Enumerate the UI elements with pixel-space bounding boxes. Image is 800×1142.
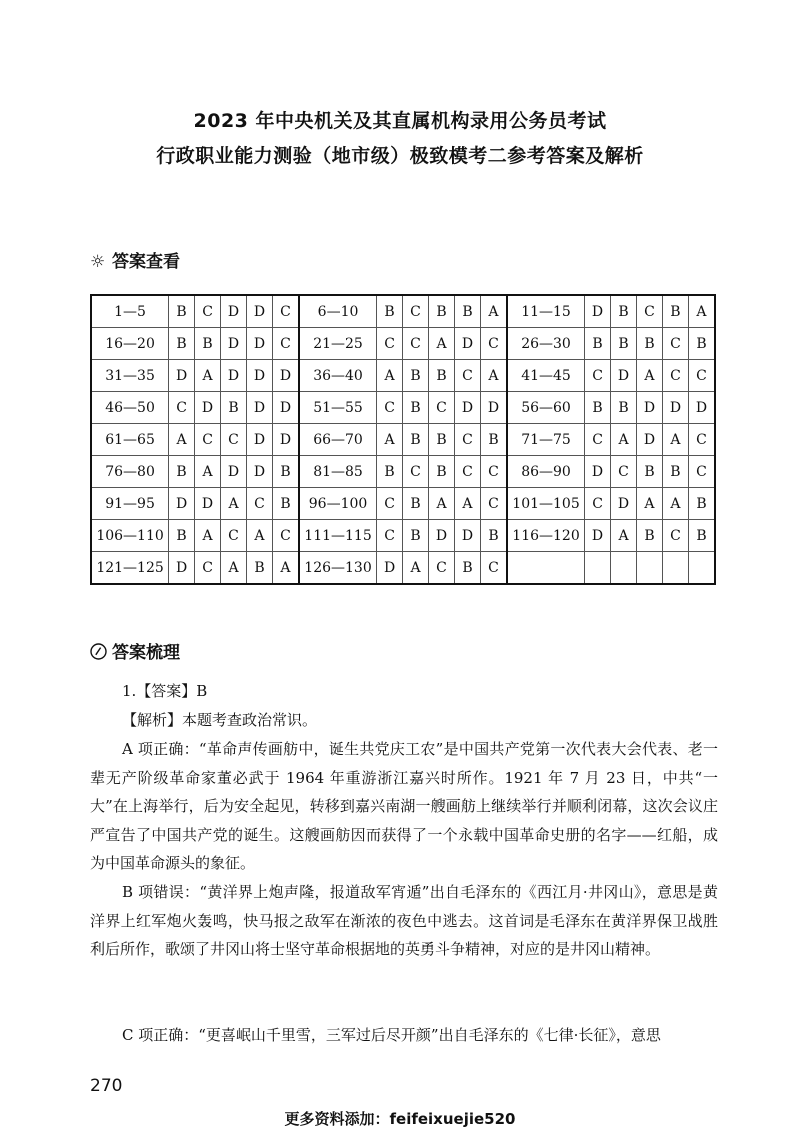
answer-cell: C	[429, 392, 455, 424]
answer-cell: D	[454, 392, 480, 424]
answer-cell: B	[454, 552, 480, 585]
analysis-paragraph-a: A 项正确：“革命声传画舫中，诞生共党庆工农”是中国共产党第一次代表大会代表、老一辈无产阶级革命家董必武于 1964 年重游浙江嘉兴时所作。1921 年 7 月 23 日，中共“一大”在上海举行，后为安全起见，转移到嘉兴南湖一艘画舫上继续举行并顺利闭幕，这次会议庄严宣告了中国共产党的诞生。这艘画舫因而获得了一个永载中国革命史册的名字——红船，成为中国革命源头的象征。	[90, 740, 718, 873]
answer-cell: D	[272, 392, 299, 424]
question-range-cell: 21—25	[299, 328, 377, 360]
answer-cell: D	[195, 488, 221, 520]
answer-cell: B	[429, 456, 455, 488]
answer-cell: A	[272, 552, 299, 585]
answer-cell: A	[611, 520, 637, 552]
question-range-cell: 126—130	[299, 552, 377, 585]
answer-cell: C	[377, 392, 403, 424]
answer-cell	[611, 552, 637, 585]
answer-cell: C	[688, 360, 715, 392]
answer-row	[91, 456, 715, 488]
question-1-analysis-heading: 【解析】本题考查政治常识。	[122, 711, 318, 729]
answer-cell: D	[247, 392, 273, 424]
answer-cell: B	[169, 295, 195, 328]
answer-cell: C	[272, 520, 299, 552]
answer-cell: B	[272, 456, 299, 488]
question-range-cell: 116—120	[507, 520, 585, 552]
document-title-line2: 行政职业能力测验（地市级）极致模考二参考答案及解析	[156, 145, 644, 167]
answer-cell: A	[169, 424, 195, 456]
answer-cell: C	[377, 520, 403, 552]
document-title-line1: 2023 年中央机关及其直属机构录用公务员考试	[193, 110, 607, 132]
question-range-cell	[507, 552, 585, 585]
answer-cell: C	[662, 520, 688, 552]
question-range-cell: 26—30	[507, 328, 585, 360]
answer-cell: A	[637, 488, 663, 520]
answer-row	[91, 295, 715, 328]
question-range-cell: 11—15	[507, 295, 585, 328]
answer-cell: D	[585, 456, 611, 488]
answer-cell: B	[169, 520, 195, 552]
answer-cell: C	[221, 424, 247, 456]
answer-cell: D	[221, 456, 247, 488]
page-number: 270	[90, 1076, 123, 1096]
answer-cell: A	[429, 488, 455, 520]
answer-cell: B	[480, 424, 507, 456]
answer-cell: B	[637, 520, 663, 552]
answer-cell: D	[169, 360, 195, 392]
answer-cell: B	[169, 456, 195, 488]
answer-cell: D	[169, 552, 195, 585]
answer-cell: C	[221, 520, 247, 552]
answer-cell: B	[637, 328, 663, 360]
answer-cell: B	[480, 520, 507, 552]
analysis-paragraph-c: C 项正确：“更喜岷山千里雪，三军过后尽开颜”出自毛泽东的《七律·长征》，意思	[122, 1026, 661, 1044]
answer-cell: B	[662, 295, 688, 328]
answer-cell: B	[403, 520, 429, 552]
question-range-cell: 101—105	[507, 488, 585, 520]
answer-cell: A	[688, 295, 715, 328]
question-range-cell: 111—115	[299, 520, 377, 552]
answer-cell: C	[585, 424, 611, 456]
answer-cell: C	[454, 424, 480, 456]
answer-cell: D	[247, 360, 273, 392]
answer-cell: D	[637, 424, 663, 456]
answer-cell: D	[169, 488, 195, 520]
answer-cell: A	[221, 552, 247, 585]
answer-cell: D	[377, 552, 403, 585]
answer-cell: A	[195, 360, 221, 392]
answer-cell: B	[611, 295, 637, 328]
answer-row	[91, 392, 715, 424]
answer-cell: B	[611, 392, 637, 424]
answer-cell: C	[272, 295, 299, 328]
answer-cell: C	[611, 456, 637, 488]
answer-cell: A	[662, 424, 688, 456]
answer-row	[91, 328, 715, 360]
answer-cell: B	[377, 295, 403, 328]
question-range-cell: 31—35	[91, 360, 169, 392]
answer-cell: B	[429, 295, 455, 328]
answer-cell: D	[662, 392, 688, 424]
answer-cell: A	[480, 295, 507, 328]
answer-cell: D	[454, 520, 480, 552]
answer-cell: C	[247, 488, 273, 520]
answer-cell: C	[688, 424, 715, 456]
answer-cell: C	[195, 424, 221, 456]
question-range-cell: 36—40	[299, 360, 377, 392]
answer-cell: C	[403, 328, 429, 360]
sun-icon: ☼	[90, 252, 106, 272]
question-1-answer: 1.【答案】B	[122, 682, 208, 700]
answer-cell: D	[585, 520, 611, 552]
question-range-cell: 71—75	[507, 424, 585, 456]
answer-cell: C	[480, 456, 507, 488]
answer-cell: C	[637, 295, 663, 328]
answer-row	[91, 520, 715, 552]
answer-cell	[688, 552, 715, 585]
answer-cell: D	[611, 360, 637, 392]
answer-cell: C	[585, 488, 611, 520]
question-range-cell: 66—70	[299, 424, 377, 456]
answer-cell: C	[403, 456, 429, 488]
answer-cell: D	[480, 392, 507, 424]
answer-cell: A	[195, 520, 221, 552]
answer-cell	[662, 552, 688, 585]
question-range-cell: 56—60	[507, 392, 585, 424]
answer-cell: D	[247, 424, 273, 456]
answer-cell: B	[688, 520, 715, 552]
answer-cell: C	[480, 328, 507, 360]
answer-cell: C	[662, 328, 688, 360]
answer-cell: D	[247, 456, 273, 488]
answer-cell: C	[195, 295, 221, 328]
question-range-cell: 121—125	[91, 552, 169, 585]
answer-row	[91, 488, 715, 520]
answer-cell: C	[429, 552, 455, 585]
answer-cell: B	[221, 392, 247, 424]
question-range-cell: 1—5	[91, 295, 169, 328]
answer-cell: C	[454, 360, 480, 392]
answer-cell: C	[195, 552, 221, 585]
answer-cell: A	[662, 488, 688, 520]
answer-cell	[585, 552, 611, 585]
answer-cell: A	[221, 488, 247, 520]
answer-cell: B	[688, 488, 715, 520]
answer-cell: A	[480, 360, 507, 392]
answer-cell: A	[377, 424, 403, 456]
answer-cell: C	[377, 488, 403, 520]
answer-cell: C	[662, 360, 688, 392]
answer-cell: C	[272, 328, 299, 360]
answer-cell: D	[272, 424, 299, 456]
answer-cell: B	[429, 424, 455, 456]
answer-cell: B	[688, 328, 715, 360]
answer-cell: D	[272, 360, 299, 392]
question-range-cell: 106—110	[91, 520, 169, 552]
answer-cell: C	[454, 456, 480, 488]
section-answer-check	[90, 247, 180, 272]
answer-cell: C	[585, 360, 611, 392]
answer-cell: A	[454, 488, 480, 520]
question-range-cell: 6—10	[299, 295, 377, 328]
answer-cell: D	[195, 392, 221, 424]
answer-cell: C	[480, 488, 507, 520]
answer-cell: B	[272, 488, 299, 520]
section-title: 答案查看	[112, 252, 180, 272]
answer-cell: D	[585, 295, 611, 328]
answer-cell: C	[480, 552, 507, 585]
answer-cell: B	[662, 456, 688, 488]
answer-cell: A	[247, 520, 273, 552]
answer-row	[91, 360, 715, 392]
answer-cell: B	[169, 328, 195, 360]
question-range-cell: 86—90	[507, 456, 585, 488]
section-title: 答案梳理	[112, 643, 180, 663]
question-range-cell: 96—100	[299, 488, 377, 520]
answer-cell: B	[403, 488, 429, 520]
answer-cell: B	[247, 552, 273, 585]
answer-cell: A	[377, 360, 403, 392]
analysis-paragraph-b: B 项错误：“黄洋界上炮声隆，报道敌军宵遁”出自毛泽东的《西江月·井冈山》，意思是黄洋界上红军炮火轰鸣，快马报之敌军在渐浓的夜色中逃去。这首词是毛泽东在黄洋界保卫战胜利后所作，歌颂了井冈山将士坚守革命根据地的英勇斗争精神，对应的是井冈山精神。	[90, 883, 718, 959]
answer-row	[91, 424, 715, 456]
question-range-cell: 91—95	[91, 488, 169, 520]
answer-cell: B	[403, 424, 429, 456]
answer-cell: D	[637, 392, 663, 424]
answer-cell: A	[403, 552, 429, 585]
answer-cell: C	[169, 392, 195, 424]
question-range-cell: 61—65	[91, 424, 169, 456]
answer-cell: D	[247, 295, 273, 328]
check-circle-icon	[90, 643, 112, 663]
answer-cell: A	[611, 424, 637, 456]
answer-cell: D	[221, 295, 247, 328]
answer-cell: B	[611, 328, 637, 360]
question-range-cell: 76—80	[91, 456, 169, 488]
answer-cell: C	[377, 328, 403, 360]
answer-cell: B	[377, 456, 403, 488]
question-range-cell: 81—85	[299, 456, 377, 488]
answer-cell: B	[403, 392, 429, 424]
answer-cell: B	[454, 295, 480, 328]
answer-cell: C	[403, 295, 429, 328]
answer-row	[91, 552, 715, 585]
answer-cell: B	[585, 328, 611, 360]
footer-note: 更多资料添加：feifeixuejie520	[284, 1110, 516, 1128]
answer-cell: B	[403, 360, 429, 392]
answer-cell: B	[195, 328, 221, 360]
answer-cell: A	[429, 328, 455, 360]
answer-cell: D	[221, 360, 247, 392]
answer-cell: A	[637, 360, 663, 392]
question-range-cell: 46—50	[91, 392, 169, 424]
answer-cell: D	[429, 520, 455, 552]
answer-table	[90, 294, 716, 585]
answer-cell: B	[637, 456, 663, 488]
answer-cell: D	[221, 328, 247, 360]
question-range-cell: 16—20	[91, 328, 169, 360]
answer-cell: D	[688, 392, 715, 424]
answer-cell: D	[247, 328, 273, 360]
answer-cell: C	[688, 456, 715, 488]
answer-cell: D	[611, 488, 637, 520]
question-range-cell: 41—45	[507, 360, 585, 392]
section-answer-review	[90, 638, 180, 663]
answer-cell: D	[454, 328, 480, 360]
answer-cell: B	[429, 360, 455, 392]
answer-cell: B	[585, 392, 611, 424]
question-range-cell: 51—55	[299, 392, 377, 424]
answer-cell	[637, 552, 663, 585]
answer-cell: A	[195, 456, 221, 488]
